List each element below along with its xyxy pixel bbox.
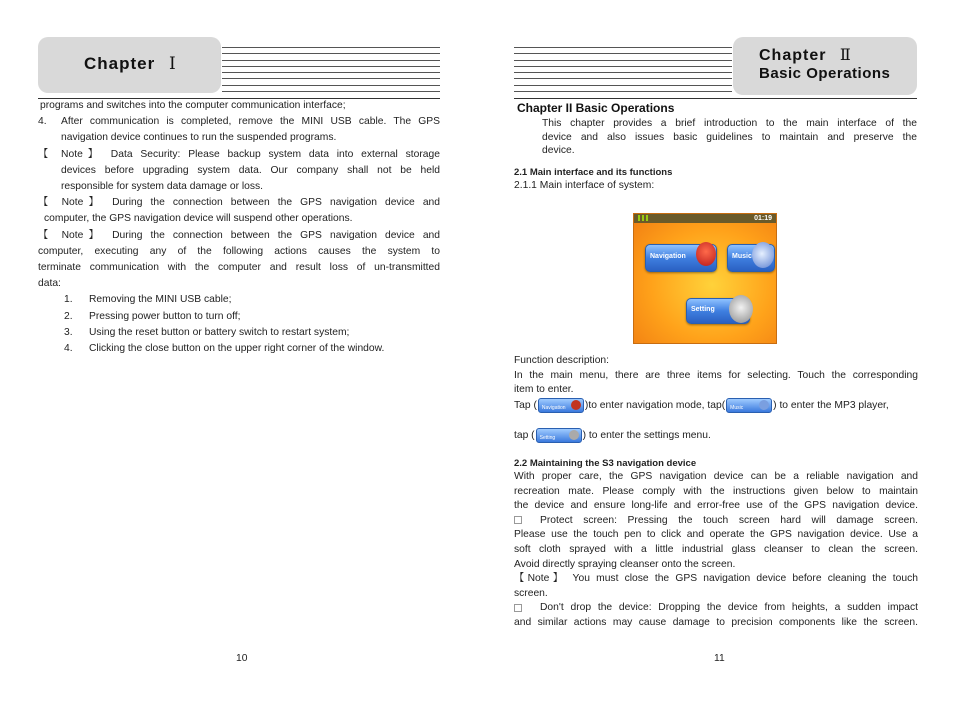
setting-tile[interactable] [686,298,750,324]
gears-icon [569,430,579,440]
text-line: item to enter. [514,384,574,396]
list-num: 4. [38,116,47,128]
setting-tile-label: Setting [691,306,715,313]
bullet-box-icon [514,516,522,524]
header-rule-lines-right [514,47,732,97]
actions-list [38,292,440,357]
header-rule-lines-left [222,47,440,97]
text-line: Avoid directly spraying cleanser onto the screen. [514,558,736,570]
list-item [38,292,440,308]
text-line: and similar actions may cause damage to precision components like the screen. [514,616,918,628]
text-line: Protect screen: Pressing the touch screen hard will damage screen. [540,514,918,526]
clock: 01:19 [754,215,772,222]
text-line: Data Security: Please backup system data into external storage [110,148,440,160]
text-fragment: )to enter navigation mode, tap( [584,400,726,411]
text-line: With proper care, the GPS navigation device can be a reliable navigation and [514,471,918,482]
text-line: devices before upgrading system data. Our company shall not be held [61,164,440,176]
text-line: Don't drop the device: Dropping the device from heights, a sudden impact [540,602,918,614]
text-line: soft cloth sprayed with a little industrial glass cleanser to clean the screen. [514,543,918,555]
text-line: the device and ensure long-life and error-free use of the GPS navigation device. [514,500,918,512]
list-num: 3. [64,326,73,338]
navigation-tile[interactable] [645,244,717,272]
text-line: programs and switches into the computer communication interface; [40,100,346,111]
car-icon [696,242,716,266]
sec21-heading: 2.1 Main interface and its functions [514,167,673,178]
music-tile-label: Music [732,253,752,260]
note-tag: 【 Note】 [38,197,105,209]
sec22-heading: 2.2 Maintaining the S3 navigation device [514,458,697,469]
function-description [514,354,918,443]
text-line: Function description: [514,355,610,366]
text-line: recreation mate. Please comply with the instructions given below to maintain [514,485,918,497]
bullet-box-icon [514,604,522,612]
text-line: During the connection between the GPS navigation device and [112,229,440,241]
text-line: screen. [514,587,548,599]
text-line: In the main menu, there are three items for selecting. Touch the corresponding [514,369,918,381]
text-line: computer, the GPS navigation device will suspend other operations. [44,213,353,225]
list-text: Pressing power button to turn off; [89,310,241,322]
music-note-icon [759,400,769,410]
list-item [38,309,440,325]
text-fragment: ) to enter the settings menu. [582,429,711,441]
list-text: Using the reset button or battery switch to restart system; [89,326,350,338]
list-text: Clicking the close button on the upper right corner of the window. [89,343,385,355]
sec211: 2.1.1 Main interface of system: [514,180,655,191]
list-num: 1. [64,294,73,306]
intro [514,117,917,158]
mini-label: Music [730,404,744,411]
section-title: Chapter II Basic Operations [517,101,675,115]
tap-line-1 [514,398,918,414]
signal-icon [638,215,648,221]
gears-icon [729,295,753,323]
text-line: This chapter provides a brief introduction to the main interface of the [542,118,917,129]
text-line: Please use the touch pen to click and operate the GPS navigation device. Use a [514,529,918,541]
text-line: terminate communication with the computer and result loss of un-transmitted [38,262,440,274]
text-fragment: ) to enter the MP3 player, [773,400,889,411]
text-line: data: [38,278,61,290]
music-button-mini [726,398,772,413]
music-note-icon [752,242,774,268]
text-line: You must close the GPS navigation device before cleaning the touch [572,573,918,585]
list-num: 2. [64,310,73,322]
chapter-subtitle-right: Basic Operations [759,65,891,82]
list-item [38,341,440,357]
setting-button-mini [536,428,582,443]
music-tile[interactable] [727,244,775,272]
page-number-right: 11 [714,653,725,664]
tap-line-2 [514,428,918,444]
text-line: device and also issues basic guidelines to maintain and preserve the [542,131,917,143]
chapter-label-left: Chapter [84,54,156,73]
navigation-button-mini [538,398,584,413]
page-number-left: 10 [236,653,248,664]
device-main-screen [633,213,777,344]
note-tag: 【 Note】 [38,229,105,241]
text-line: responsible for system data damage or loss. [61,181,264,193]
header-divider-right [514,98,917,99]
text-fragment: tap ( [514,429,535,441]
text-line: During the connection between the GPS navigation device and [112,197,440,209]
chapter-roman-right: Ⅱ [839,45,852,64]
left-body [38,98,440,357]
list-text: Removing the MINI USB cable; [89,294,232,306]
text-line: After communication is completed, remove the MINI USB cable. The GPS [61,116,440,128]
navigation-tile-label: Navigation [650,253,686,260]
mini-label: Navigation [541,404,566,411]
car-icon [571,400,581,410]
chapter-header-box-right [733,37,917,95]
maintenance-body [514,470,918,631]
note-tag: 【Note】 [514,573,567,585]
chapter-header-box-left [38,37,221,93]
note-tag: 【 Note】 [38,148,103,160]
text-fragment: Tap ( [514,400,537,411]
text-line: computer, executing any of the following actions causes the system to [38,245,440,257]
chapter-label-right: Chapter [759,47,827,64]
chapter-roman-left: Ⅰ [168,54,177,74]
list-item [38,325,440,341]
status-bar [634,214,776,223]
mini-label: Setting [539,434,556,441]
text-line: device. [542,145,575,156]
list-num: 4. [64,343,73,355]
text-line: navigation device continues to run the suspended programs. [61,132,337,144]
